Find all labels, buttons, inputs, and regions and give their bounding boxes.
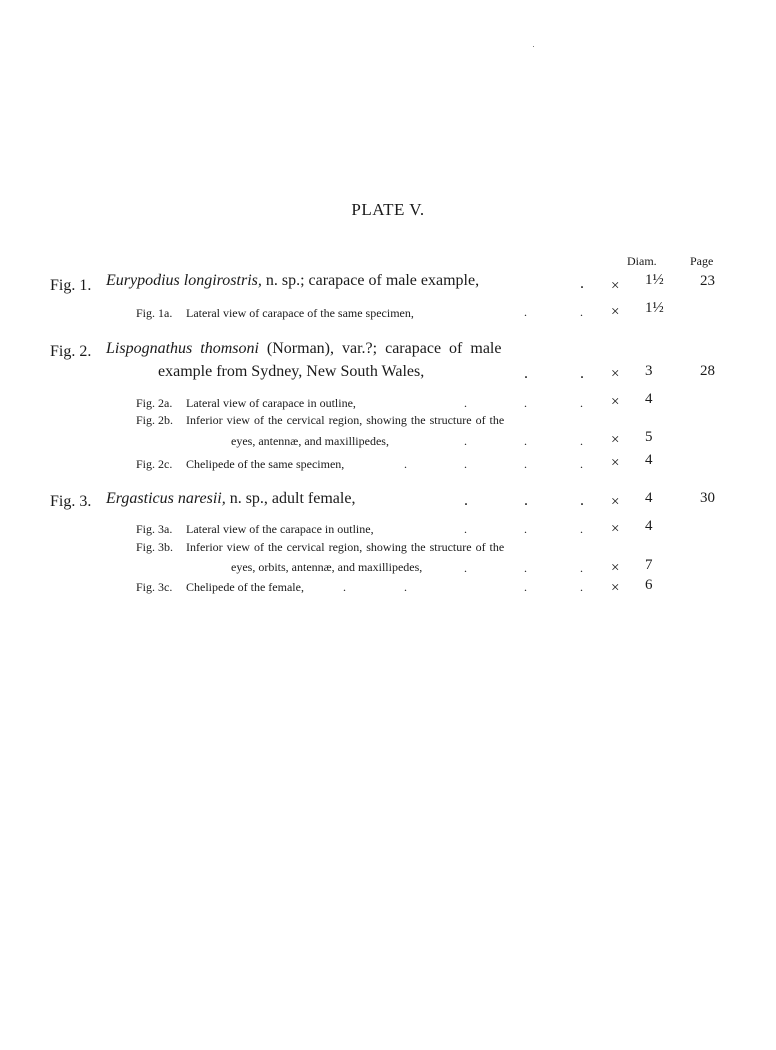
leader-dots: .	[404, 580, 407, 594]
page-number: 30	[700, 490, 715, 506]
entry-label: Fig. 2.	[50, 343, 92, 360]
times-sign: ×	[611, 432, 620, 448]
leader-dots: .	[524, 580, 527, 594]
entry-description: Chelipede of the female,	[186, 580, 304, 594]
leader-dots: .	[580, 396, 583, 410]
page-number: 28	[700, 363, 715, 379]
leader-dots: .	[404, 457, 407, 471]
plate-title: PLATE V.	[351, 200, 425, 219]
entry-label: Fig. 3a.	[136, 522, 173, 536]
leader-dots: .	[524, 522, 527, 536]
diameter-value: 3	[645, 363, 653, 379]
leader-dots: .	[580, 305, 583, 319]
entry-description	[106, 272, 479, 290]
paper-speck	[533, 46, 534, 47]
diameter-value: 1½	[645, 300, 664, 316]
entry-description: Lateral view of carapace in outline,	[186, 396, 356, 410]
times-sign: ×	[611, 394, 620, 410]
leader-dots: .	[464, 492, 468, 509]
entry-label: Fig. 1.	[50, 277, 92, 294]
diameter-value: 7	[645, 557, 653, 573]
entry-description-line-2: example from Sydney, New South Wales,	[158, 363, 425, 380]
diameter-value: 5	[645, 429, 653, 445]
species-name: Lispognathus thomsoni	[106, 340, 259, 357]
diameter-value: 6	[645, 577, 653, 593]
leader-dots: .	[580, 275, 584, 292]
entry-description: Lateral view of carapace of the same specimen,	[186, 306, 414, 320]
times-sign: ×	[611, 455, 620, 471]
leader-dots: .	[580, 457, 583, 471]
leader-dots: .	[464, 522, 467, 536]
species-name: Ergasticus naresii,	[106, 490, 226, 507]
description-text: n. sp.; carapace of male example,	[265, 272, 480, 289]
entry-label: Fig. 2a.	[136, 396, 173, 410]
entry-description-line-2: eyes, antennæ, and maxillipedes,	[231, 434, 389, 448]
description-text: (Norman), var.?; carapace of male	[266, 340, 502, 357]
leader-dots: .	[580, 492, 584, 509]
entry-label: Fig. 3c.	[136, 580, 173, 594]
leader-dots: .	[580, 561, 583, 575]
diameter-value: 4	[645, 490, 653, 506]
times-sign: ×	[611, 304, 620, 320]
description-text: n. sp., adult female,	[229, 490, 356, 507]
page-number: 23	[700, 273, 715, 289]
leader-dots: .	[524, 434, 527, 448]
times-sign: ×	[611, 494, 620, 510]
times-sign: ×	[611, 580, 620, 596]
entry-description-line-2: eyes, orbits, antennæ, and maxillipedes,	[231, 560, 423, 574]
times-sign: ×	[611, 521, 620, 537]
leader-dots: .	[464, 396, 467, 410]
entry-description-line-1	[106, 340, 501, 358]
diameter-value: 4	[645, 391, 653, 407]
entry-description: Lateral view of the carapace in outline,	[186, 522, 374, 536]
entry-label: Fig. 3b.	[136, 540, 174, 554]
times-sign: ×	[611, 366, 620, 382]
entry-label: Fig. 2c.	[136, 457, 173, 471]
diameter-value: 1½	[645, 272, 664, 288]
leader-dots: .	[464, 434, 467, 448]
entry-label: Fig. 2b.	[136, 413, 174, 427]
entry-description: Chelipede of the same specimen,	[186, 457, 345, 471]
leader-dots: .	[580, 522, 583, 536]
species-name: Eurypodius longirostris,	[106, 272, 262, 289]
leader-dots: .	[524, 561, 527, 575]
times-sign: ×	[611, 278, 620, 294]
leader-dots: .	[464, 561, 467, 575]
leader-dots: .	[580, 365, 584, 382]
entry-description-line-1: Inferior view of the cervical region, showing the structure of the	[186, 413, 505, 427]
leader-dots: .	[464, 457, 467, 471]
entry-label: Fig. 3.	[50, 493, 92, 510]
leader-dots: .	[524, 365, 528, 382]
page-column-header: Page	[690, 254, 714, 268]
leader-dots: .	[524, 396, 527, 410]
diam-column-header: Diam.	[627, 254, 657, 268]
leader-dots: .	[524, 305, 527, 319]
leader-dots: .	[580, 580, 583, 594]
leader-dots: .	[524, 457, 527, 471]
leader-dots: .	[524, 492, 528, 509]
diameter-value: 4	[645, 518, 653, 534]
entry-description-line-1: Inferior view of the cervical region, showing the structure of the	[186, 540, 505, 554]
leader-dots: .	[580, 434, 583, 448]
diameter-value: 4	[645, 452, 653, 468]
entry-description	[106, 490, 355, 508]
leader-dots: .	[343, 580, 346, 594]
entry-label: Fig. 1a.	[136, 306, 173, 320]
times-sign: ×	[611, 560, 620, 576]
